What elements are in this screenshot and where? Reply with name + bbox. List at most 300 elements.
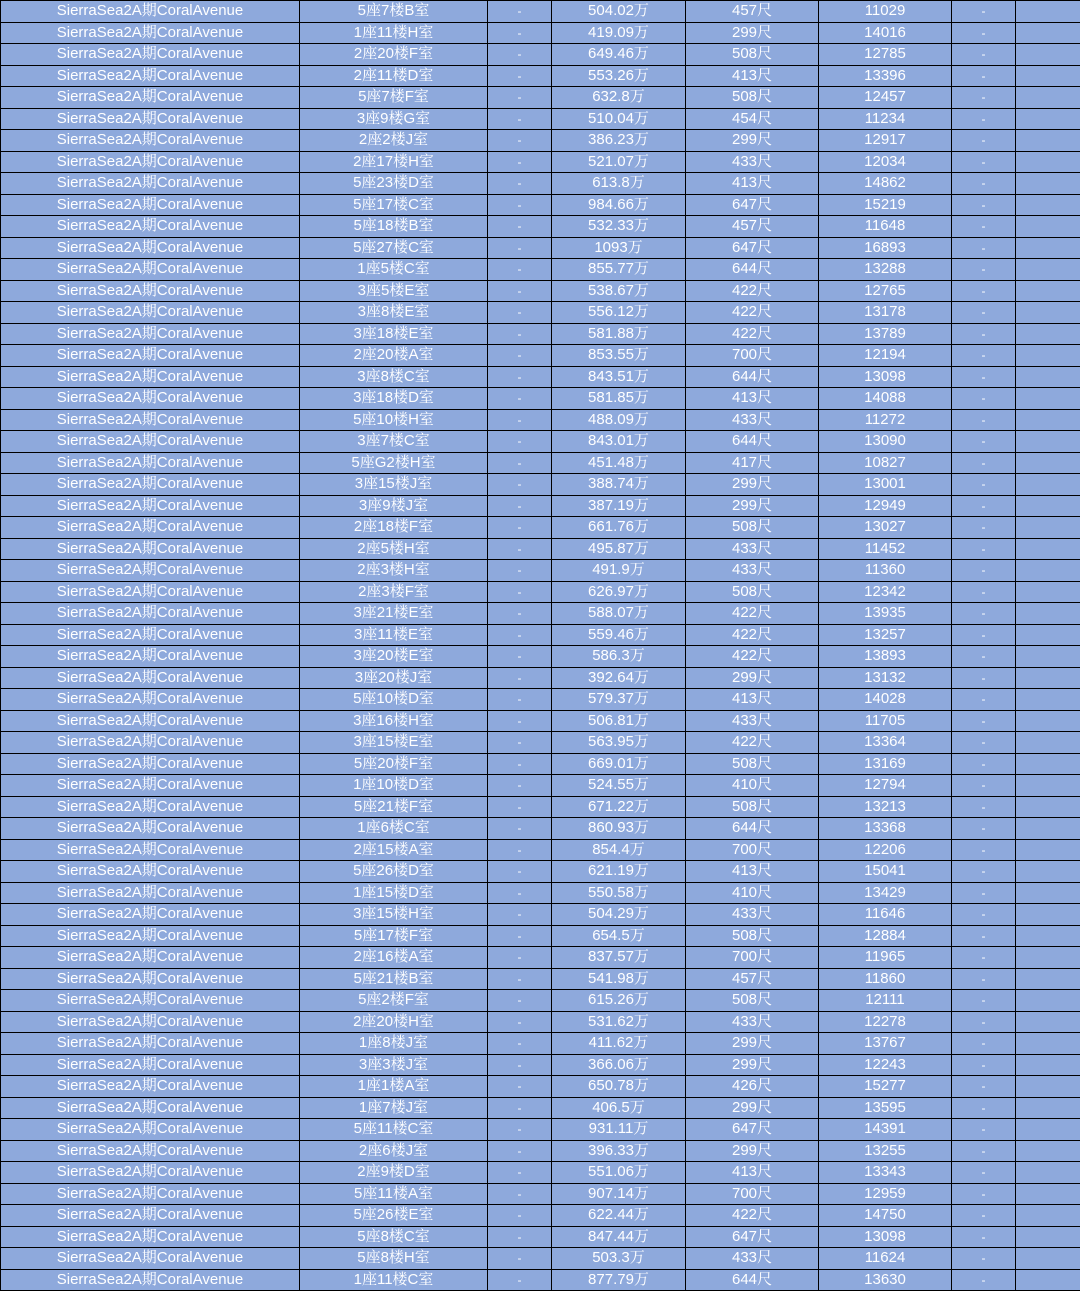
price-cell[interactable]: 521.07万 <box>552 151 686 173</box>
estate-name-cell[interactable]: SierraSea2A期CoralAvenue <box>1 1033 300 1055</box>
area-cell[interactable]: 508尺 <box>686 581 819 603</box>
empty-cell[interactable] <box>1016 22 1080 44</box>
unit-price-cell[interactable]: 12884 <box>819 925 952 947</box>
unit-price-cell[interactable]: 13396 <box>819 65 952 87</box>
empty-cell[interactable] <box>1016 431 1080 453</box>
dash-cell[interactable]: - <box>488 689 552 711</box>
dash-cell[interactable]: - <box>488 753 552 775</box>
dash-cell[interactable]: - <box>952 1162 1016 1184</box>
estate-name-cell[interactable]: SierraSea2A期CoralAvenue <box>1 538 300 560</box>
dash-cell[interactable]: - <box>952 753 1016 775</box>
area-cell[interactable]: 433尺 <box>686 151 819 173</box>
unit-cell[interactable]: 3座20楼J室 <box>300 667 488 689</box>
dash-cell[interactable]: - <box>488 560 552 582</box>
area-cell[interactable]: 457尺 <box>686 1 819 23</box>
unit-cell[interactable]: 5座21楼B室 <box>300 968 488 990</box>
dash-cell[interactable]: - <box>488 818 552 840</box>
unit-cell[interactable]: 2座16楼A室 <box>300 947 488 969</box>
dash-cell[interactable]: - <box>488 388 552 410</box>
unit-price-cell[interactable]: 13767 <box>819 1033 952 1055</box>
area-cell[interactable]: 433尺 <box>686 1011 819 1033</box>
price-cell[interactable]: 621.19万 <box>552 861 686 883</box>
dash-cell[interactable]: - <box>488 173 552 195</box>
dash-cell[interactable]: - <box>952 775 1016 797</box>
unit-price-cell[interactable]: 12949 <box>819 495 952 517</box>
area-cell[interactable]: 422尺 <box>686 624 819 646</box>
estate-name-cell[interactable]: SierraSea2A期CoralAvenue <box>1 22 300 44</box>
area-cell[interactable]: 413尺 <box>686 861 819 883</box>
area-cell[interactable]: 299尺 <box>686 130 819 152</box>
unit-price-cell[interactable]: 12034 <box>819 151 952 173</box>
empty-cell[interactable] <box>1016 1011 1080 1033</box>
area-cell[interactable]: 508尺 <box>686 753 819 775</box>
unit-price-cell[interactable]: 11624 <box>819 1248 952 1270</box>
empty-cell[interactable] <box>1016 517 1080 539</box>
area-cell[interactable]: 433尺 <box>686 409 819 431</box>
unit-price-cell[interactable]: 15219 <box>819 194 952 216</box>
dash-cell[interactable]: - <box>952 861 1016 883</box>
unit-cell[interactable]: 5座23楼D室 <box>300 173 488 195</box>
dash-cell[interactable]: - <box>488 87 552 109</box>
price-cell[interactable]: 847.44万 <box>552 1226 686 1248</box>
empty-cell[interactable] <box>1016 216 1080 238</box>
estate-name-cell[interactable]: SierraSea2A期CoralAvenue <box>1 861 300 883</box>
dash-cell[interactable]: - <box>952 839 1016 861</box>
empty-cell[interactable] <box>1016 259 1080 281</box>
price-cell[interactable]: 860.93万 <box>552 818 686 840</box>
unit-price-cell[interactable]: 11965 <box>819 947 952 969</box>
unit-cell[interactable]: 3座9楼G室 <box>300 108 488 130</box>
dash-cell[interactable]: - <box>488 65 552 87</box>
unit-cell[interactable]: 5座G2楼H室 <box>300 452 488 474</box>
unit-cell[interactable]: 5座10楼D室 <box>300 689 488 711</box>
dash-cell[interactable]: - <box>952 667 1016 689</box>
unit-price-cell[interactable]: 11646 <box>819 904 952 926</box>
dash-cell[interactable]: - <box>952 517 1016 539</box>
area-cell[interactable]: 299尺 <box>686 1054 819 1076</box>
unit-price-cell[interactable]: 13001 <box>819 474 952 496</box>
unit-price-cell[interactable]: 13429 <box>819 882 952 904</box>
unit-cell[interactable]: 5座11楼C室 <box>300 1119 488 1141</box>
dash-cell[interactable]: - <box>488 22 552 44</box>
dash-cell[interactable]: - <box>952 108 1016 130</box>
dash-cell[interactable]: - <box>488 130 552 152</box>
dash-cell[interactable]: - <box>952 452 1016 474</box>
area-cell[interactable]: 508尺 <box>686 990 819 1012</box>
dash-cell[interactable]: - <box>952 947 1016 969</box>
dash-cell[interactable]: - <box>488 1162 552 1184</box>
dash-cell[interactable]: - <box>488 947 552 969</box>
price-cell[interactable]: 541.98万 <box>552 968 686 990</box>
dash-cell[interactable]: - <box>488 1076 552 1098</box>
price-cell[interactable]: 622.44万 <box>552 1205 686 1227</box>
area-cell[interactable]: 299尺 <box>686 495 819 517</box>
dash-cell[interactable]: - <box>488 839 552 861</box>
area-cell[interactable]: 413尺 <box>686 689 819 711</box>
estate-name-cell[interactable]: SierraSea2A期CoralAvenue <box>1 624 300 646</box>
empty-cell[interactable] <box>1016 345 1080 367</box>
estate-name-cell[interactable]: SierraSea2A期CoralAvenue <box>1 345 300 367</box>
dash-cell[interactable]: - <box>952 732 1016 754</box>
dash-cell[interactable]: - <box>488 796 552 818</box>
dash-cell[interactable]: - <box>488 990 552 1012</box>
area-cell[interactable]: 413尺 <box>686 388 819 410</box>
estate-name-cell[interactable]: SierraSea2A期CoralAvenue <box>1 151 300 173</box>
dash-cell[interactable]: - <box>488 495 552 517</box>
unit-cell[interactable]: 5座27楼C室 <box>300 237 488 259</box>
dash-cell[interactable]: - <box>488 1033 552 1055</box>
dash-cell[interactable]: - <box>952 646 1016 668</box>
price-cell[interactable]: 579.37万 <box>552 689 686 711</box>
estate-name-cell[interactable]: SierraSea2A期CoralAvenue <box>1 495 300 517</box>
dash-cell[interactable]: - <box>488 108 552 130</box>
estate-name-cell[interactable]: SierraSea2A期CoralAvenue <box>1 517 300 539</box>
unit-cell[interactable]: 2座6楼J室 <box>300 1140 488 1162</box>
unit-cell[interactable]: 5座10楼H室 <box>300 409 488 431</box>
empty-cell[interactable] <box>1016 1269 1080 1291</box>
unit-cell[interactable]: 3座21楼E室 <box>300 603 488 625</box>
empty-cell[interactable] <box>1016 925 1080 947</box>
price-cell[interactable]: 669.01万 <box>552 753 686 775</box>
empty-cell[interactable] <box>1016 560 1080 582</box>
dash-cell[interactable]: - <box>488 646 552 668</box>
dash-cell[interactable]: - <box>488 1140 552 1162</box>
dash-cell[interactable]: - <box>952 538 1016 560</box>
empty-cell[interactable] <box>1016 1162 1080 1184</box>
unit-price-cell[interactable]: 12206 <box>819 839 952 861</box>
estate-name-cell[interactable]: SierraSea2A期CoralAvenue <box>1 1076 300 1098</box>
unit-price-cell[interactable]: 12457 <box>819 87 952 109</box>
area-cell[interactable]: 700尺 <box>686 345 819 367</box>
price-cell[interactable]: 532.33万 <box>552 216 686 238</box>
empty-cell[interactable] <box>1016 1076 1080 1098</box>
empty-cell[interactable] <box>1016 173 1080 195</box>
unit-price-cell[interactable]: 13288 <box>819 259 952 281</box>
estate-name-cell[interactable]: SierraSea2A期CoralAvenue <box>1 1097 300 1119</box>
empty-cell[interactable] <box>1016 65 1080 87</box>
dash-cell[interactable]: - <box>488 216 552 238</box>
estate-name-cell[interactable]: SierraSea2A期CoralAvenue <box>1 882 300 904</box>
unit-price-cell[interactable]: 13098 <box>819 366 952 388</box>
price-cell[interactable]: 1093万 <box>552 237 686 259</box>
unit-cell[interactable]: 3座20楼E室 <box>300 646 488 668</box>
estate-name-cell[interactable]: SierraSea2A期CoralAvenue <box>1 968 300 990</box>
dash-cell[interactable]: - <box>488 538 552 560</box>
unit-cell[interactable]: 5座20楼F室 <box>300 753 488 775</box>
price-cell[interactable]: 504.02万 <box>552 1 686 23</box>
dash-cell[interactable]: - <box>488 1 552 23</box>
unit-cell[interactable]: 3座8楼E室 <box>300 302 488 324</box>
dash-cell[interactable]: - <box>952 87 1016 109</box>
dash-cell[interactable]: - <box>952 22 1016 44</box>
area-cell[interactable]: 508尺 <box>686 517 819 539</box>
price-cell[interactable]: 504.29万 <box>552 904 686 926</box>
unit-cell[interactable]: 3座8楼C室 <box>300 366 488 388</box>
unit-price-cell[interactable]: 11705 <box>819 710 952 732</box>
dash-cell[interactable]: - <box>952 1033 1016 1055</box>
empty-cell[interactable] <box>1016 495 1080 517</box>
estate-name-cell[interactable]: SierraSea2A期CoralAvenue <box>1 947 300 969</box>
dash-cell[interactable]: - <box>952 409 1016 431</box>
unit-cell[interactable]: 5座26楼D室 <box>300 861 488 883</box>
estate-name-cell[interactable]: SierraSea2A期CoralAvenue <box>1 1226 300 1248</box>
unit-cell[interactable]: 2座15楼A室 <box>300 839 488 861</box>
unit-cell[interactable]: 3座15楼E室 <box>300 732 488 754</box>
area-cell[interactable]: 644尺 <box>686 366 819 388</box>
estate-name-cell[interactable]: SierraSea2A期CoralAvenue <box>1 237 300 259</box>
unit-price-cell[interactable]: 11234 <box>819 108 952 130</box>
unit-cell[interactable]: 3座11楼E室 <box>300 624 488 646</box>
estate-name-cell[interactable]: SierraSea2A期CoralAvenue <box>1 775 300 797</box>
dash-cell[interactable]: - <box>488 1183 552 1205</box>
empty-cell[interactable] <box>1016 689 1080 711</box>
dash-cell[interactable]: - <box>488 1054 552 1076</box>
empty-cell[interactable] <box>1016 1248 1080 1270</box>
estate-name-cell[interactable]: SierraSea2A期CoralAvenue <box>1 1183 300 1205</box>
estate-name-cell[interactable]: SierraSea2A期CoralAvenue <box>1 1269 300 1291</box>
estate-name-cell[interactable]: SierraSea2A期CoralAvenue <box>1 323 300 345</box>
unit-cell[interactable]: 2座18楼F室 <box>300 517 488 539</box>
dash-cell[interactable]: - <box>952 968 1016 990</box>
unit-price-cell[interactable]: 12111 <box>819 990 952 1012</box>
estate-name-cell[interactable]: SierraSea2A期CoralAvenue <box>1 1205 300 1227</box>
empty-cell[interactable] <box>1016 990 1080 1012</box>
unit-cell[interactable]: 2座2楼J室 <box>300 130 488 152</box>
estate-name-cell[interactable]: SierraSea2A期CoralAvenue <box>1 130 300 152</box>
estate-name-cell[interactable]: SierraSea2A期CoralAvenue <box>1 108 300 130</box>
area-cell[interactable]: 422尺 <box>686 603 819 625</box>
unit-price-cell[interactable]: 16893 <box>819 237 952 259</box>
estate-name-cell[interactable]: SierraSea2A期CoralAvenue <box>1 753 300 775</box>
area-cell[interactable]: 644尺 <box>686 259 819 281</box>
empty-cell[interactable] <box>1016 667 1080 689</box>
unit-cell[interactable]: 2座3楼H室 <box>300 560 488 582</box>
empty-cell[interactable] <box>1016 1119 1080 1141</box>
dash-cell[interactable]: - <box>952 904 1016 926</box>
estate-name-cell[interactable]: SierraSea2A期CoralAvenue <box>1 839 300 861</box>
unit-cell[interactable]: 1座11楼H室 <box>300 22 488 44</box>
estate-name-cell[interactable]: SierraSea2A期CoralAvenue <box>1 581 300 603</box>
dash-cell[interactable]: - <box>488 775 552 797</box>
dash-cell[interactable]: - <box>952 581 1016 603</box>
unit-price-cell[interactable]: 11272 <box>819 409 952 431</box>
dash-cell[interactable]: - <box>952 624 1016 646</box>
dash-cell[interactable]: - <box>952 1054 1016 1076</box>
empty-cell[interactable] <box>1016 1140 1080 1162</box>
dash-cell[interactable]: - <box>952 130 1016 152</box>
dash-cell[interactable]: - <box>488 280 552 302</box>
estate-name-cell[interactable]: SierraSea2A期CoralAvenue <box>1 796 300 818</box>
price-cell[interactable]: 626.97万 <box>552 581 686 603</box>
area-cell[interactable]: 413尺 <box>686 65 819 87</box>
price-cell[interactable]: 495.87万 <box>552 538 686 560</box>
empty-cell[interactable] <box>1016 151 1080 173</box>
price-cell[interactable]: 419.09万 <box>552 22 686 44</box>
estate-name-cell[interactable]: SierraSea2A期CoralAvenue <box>1 409 300 431</box>
area-cell[interactable]: 457尺 <box>686 968 819 990</box>
estate-name-cell[interactable]: SierraSea2A期CoralAvenue <box>1 603 300 625</box>
estate-name-cell[interactable]: SierraSea2A期CoralAvenue <box>1 818 300 840</box>
empty-cell[interactable] <box>1016 44 1080 66</box>
estate-name-cell[interactable]: SierraSea2A期CoralAvenue <box>1 904 300 926</box>
price-cell[interactable]: 366.06万 <box>552 1054 686 1076</box>
unit-price-cell[interactable]: 12243 <box>819 1054 952 1076</box>
unit-cell[interactable]: 5座21楼F室 <box>300 796 488 818</box>
dash-cell[interactable]: - <box>488 732 552 754</box>
price-cell[interactable]: 581.85万 <box>552 388 686 410</box>
estate-name-cell[interactable]: SierraSea2A期CoralAvenue <box>1 990 300 1012</box>
unit-cell[interactable]: 3座18楼E室 <box>300 323 488 345</box>
price-cell[interactable]: 406.5万 <box>552 1097 686 1119</box>
unit-cell[interactable]: 3座9楼J室 <box>300 495 488 517</box>
area-cell[interactable]: 647尺 <box>686 1226 819 1248</box>
unit-cell[interactable]: 3座3楼J室 <box>300 1054 488 1076</box>
dash-cell[interactable]: - <box>952 1097 1016 1119</box>
price-cell[interactable]: 632.8万 <box>552 87 686 109</box>
price-cell[interactable]: 550.58万 <box>552 882 686 904</box>
empty-cell[interactable] <box>1016 603 1080 625</box>
unit-price-cell[interactable]: 11860 <box>819 968 952 990</box>
dash-cell[interactable]: - <box>488 44 552 66</box>
dash-cell[interactable]: - <box>488 624 552 646</box>
dash-cell[interactable]: - <box>952 302 1016 324</box>
unit-cell[interactable]: 5座7楼F室 <box>300 87 488 109</box>
area-cell[interactable]: 299尺 <box>686 667 819 689</box>
area-cell[interactable]: 644尺 <box>686 431 819 453</box>
dash-cell[interactable]: - <box>952 216 1016 238</box>
price-cell[interactable]: 551.06万 <box>552 1162 686 1184</box>
dash-cell[interactable]: - <box>952 689 1016 711</box>
price-cell[interactable]: 491.9万 <box>552 560 686 582</box>
price-cell[interactable]: 563.95万 <box>552 732 686 754</box>
dash-cell[interactable]: - <box>488 603 552 625</box>
area-cell[interactable]: 413尺 <box>686 173 819 195</box>
unit-cell[interactable]: 5座11楼A室 <box>300 1183 488 1205</box>
empty-cell[interactable] <box>1016 280 1080 302</box>
unit-price-cell[interactable]: 14016 <box>819 22 952 44</box>
dash-cell[interactable]: - <box>488 474 552 496</box>
area-cell[interactable]: 422尺 <box>686 732 819 754</box>
empty-cell[interactable] <box>1016 1097 1080 1119</box>
unit-price-cell[interactable]: 12794 <box>819 775 952 797</box>
area-cell[interactable]: 299尺 <box>686 1140 819 1162</box>
unit-cell[interactable]: 5座7楼B室 <box>300 1 488 23</box>
dash-cell[interactable]: - <box>952 560 1016 582</box>
price-cell[interactable]: 654.5万 <box>552 925 686 947</box>
unit-cell[interactable]: 3座7楼C室 <box>300 431 488 453</box>
empty-cell[interactable] <box>1016 452 1080 474</box>
estate-name-cell[interactable]: SierraSea2A期CoralAvenue <box>1 925 300 947</box>
dash-cell[interactable]: - <box>488 1205 552 1227</box>
price-cell[interactable]: 843.01万 <box>552 431 686 453</box>
empty-cell[interactable] <box>1016 753 1080 775</box>
empty-cell[interactable] <box>1016 775 1080 797</box>
dash-cell[interactable]: - <box>488 1011 552 1033</box>
price-cell[interactable]: 843.51万 <box>552 366 686 388</box>
empty-cell[interactable] <box>1016 130 1080 152</box>
unit-cell[interactable]: 3座5楼E室 <box>300 280 488 302</box>
price-cell[interactable]: 588.07万 <box>552 603 686 625</box>
unit-price-cell[interactable]: 11360 <box>819 560 952 582</box>
empty-cell[interactable] <box>1016 732 1080 754</box>
unit-cell[interactable]: 2座9楼D室 <box>300 1162 488 1184</box>
price-cell[interactable]: 488.09万 <box>552 409 686 431</box>
dash-cell[interactable]: - <box>952 882 1016 904</box>
unit-cell[interactable]: 3座15楼J室 <box>300 474 488 496</box>
unit-price-cell[interactable]: 13343 <box>819 1162 952 1184</box>
area-cell[interactable]: 433尺 <box>686 1248 819 1270</box>
empty-cell[interactable] <box>1016 87 1080 109</box>
price-cell[interactable]: 388.74万 <box>552 474 686 496</box>
empty-cell[interactable] <box>1016 237 1080 259</box>
price-cell[interactable]: 411.62万 <box>552 1033 686 1055</box>
area-cell[interactable]: 644尺 <box>686 1269 819 1291</box>
area-cell[interactable]: 700尺 <box>686 947 819 969</box>
estate-name-cell[interactable]: SierraSea2A期CoralAvenue <box>1 44 300 66</box>
dash-cell[interactable]: - <box>952 345 1016 367</box>
unit-price-cell[interactable]: 12917 <box>819 130 952 152</box>
price-cell[interactable]: 553.26万 <box>552 65 686 87</box>
estate-name-cell[interactable]: SierraSea2A期CoralAvenue <box>1 1011 300 1033</box>
dash-cell[interactable]: - <box>488 237 552 259</box>
price-cell[interactable]: 855.77万 <box>552 259 686 281</box>
unit-price-cell[interactable]: 15041 <box>819 861 952 883</box>
dash-cell[interactable]: - <box>488 452 552 474</box>
dash-cell[interactable]: - <box>488 1248 552 1270</box>
unit-cell[interactable]: 1座15楼D室 <box>300 882 488 904</box>
unit-price-cell[interactable]: 13364 <box>819 732 952 754</box>
empty-cell[interactable] <box>1016 861 1080 883</box>
price-cell[interactable]: 387.19万 <box>552 495 686 517</box>
dash-cell[interactable]: - <box>952 388 1016 410</box>
unit-price-cell[interactable]: 13935 <box>819 603 952 625</box>
unit-cell[interactable]: 2座5楼H室 <box>300 538 488 560</box>
dash-cell[interactable]: - <box>488 1226 552 1248</box>
empty-cell[interactable] <box>1016 474 1080 496</box>
area-cell[interactable]: 647尺 <box>686 194 819 216</box>
unit-cell[interactable]: 3座15楼H室 <box>300 904 488 926</box>
price-cell[interactable]: 510.04万 <box>552 108 686 130</box>
area-cell[interactable]: 508尺 <box>686 796 819 818</box>
unit-price-cell[interactable]: 11029 <box>819 1 952 23</box>
dash-cell[interactable]: - <box>488 194 552 216</box>
estate-name-cell[interactable]: SierraSea2A期CoralAvenue <box>1 366 300 388</box>
unit-price-cell[interactable]: 12785 <box>819 44 952 66</box>
unit-cell[interactable]: 1座7楼J室 <box>300 1097 488 1119</box>
unit-cell[interactable]: 1座8楼J室 <box>300 1033 488 1055</box>
dash-cell[interactable]: - <box>952 495 1016 517</box>
area-cell[interactable]: 647尺 <box>686 237 819 259</box>
estate-name-cell[interactable]: SierraSea2A期CoralAvenue <box>1 302 300 324</box>
empty-cell[interactable] <box>1016 323 1080 345</box>
price-cell[interactable]: 931.11万 <box>552 1119 686 1141</box>
dash-cell[interactable]: - <box>952 1140 1016 1162</box>
unit-cell[interactable]: 3座18楼D室 <box>300 388 488 410</box>
dash-cell[interactable]: - <box>952 44 1016 66</box>
area-cell[interactable]: 508尺 <box>686 44 819 66</box>
dash-cell[interactable]: - <box>952 1226 1016 1248</box>
unit-price-cell[interactable]: 13027 <box>819 517 952 539</box>
dash-cell[interactable]: - <box>488 259 552 281</box>
dash-cell[interactable]: - <box>952 1205 1016 1227</box>
dash-cell[interactable]: - <box>952 925 1016 947</box>
price-cell[interactable]: 586.3万 <box>552 646 686 668</box>
dash-cell[interactable]: - <box>488 517 552 539</box>
estate-name-cell[interactable]: SierraSea2A期CoralAvenue <box>1 710 300 732</box>
dash-cell[interactable]: - <box>952 259 1016 281</box>
unit-cell[interactable]: 2座20楼A室 <box>300 345 488 367</box>
estate-name-cell[interactable]: SierraSea2A期CoralAvenue <box>1 65 300 87</box>
